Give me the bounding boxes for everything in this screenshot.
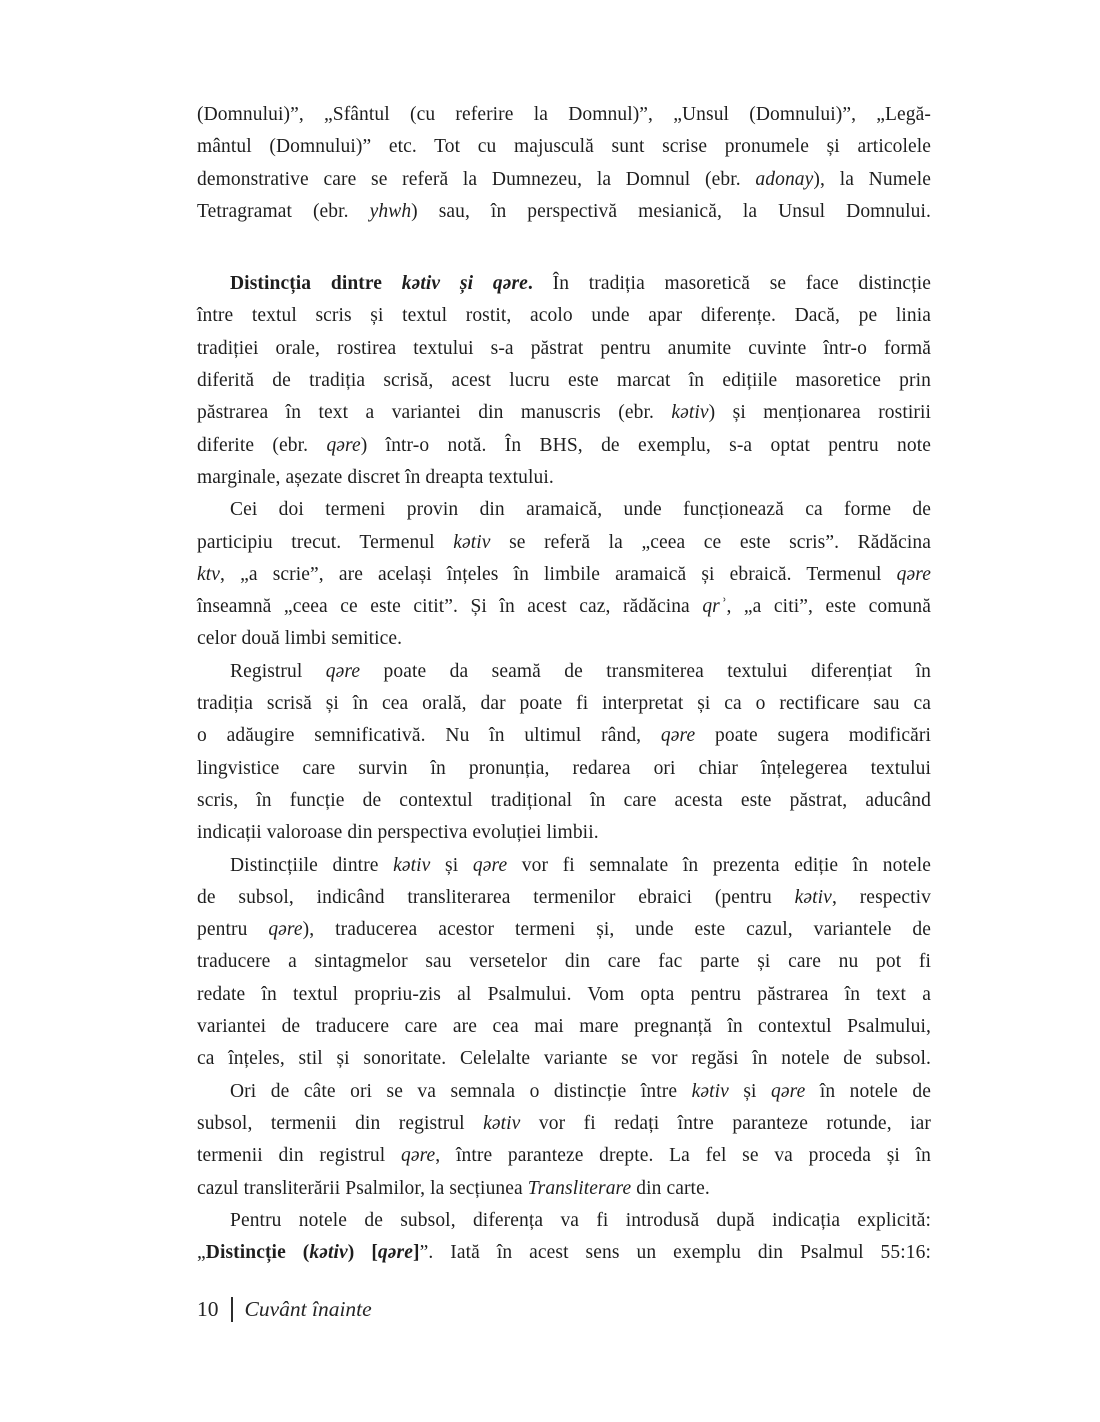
text-run: , „a scrie”, are același înțeles în limbile aramaică și ebraică. Termenul bbox=[220, 563, 897, 585]
text-run: se referă la „ceea ce este scris”. Rădăcina bbox=[490, 531, 931, 553]
text-line bbox=[197, 914, 931, 946]
text-line bbox=[197, 1140, 931, 1172]
text-run: Tetragramat (ebr. bbox=[197, 200, 370, 222]
text-run: înseamnă „ceea ce este citit”. Și în acest caz, rădăcina bbox=[197, 596, 703, 618]
text-run: kətiv bbox=[671, 402, 709, 424]
text-run: în notele de bbox=[805, 1080, 931, 1102]
text-line bbox=[197, 196, 931, 228]
text-run: kətiv bbox=[309, 1242, 348, 1264]
text-run: redate în textul propriu-zis al Psalmului. Vom opta pentru păstrarea în text a bbox=[197, 983, 931, 1005]
text-line bbox=[197, 365, 931, 397]
text-run: marginale, așezate discret în dreapta textului. bbox=[197, 466, 554, 488]
text-line bbox=[197, 1237, 931, 1269]
text-line bbox=[197, 979, 931, 1011]
text-run: kətiv bbox=[393, 854, 431, 876]
text-run: diferite (ebr. bbox=[197, 434, 327, 456]
paragraph bbox=[197, 850, 931, 1076]
text-line bbox=[197, 559, 931, 591]
text-line bbox=[197, 1076, 931, 1108]
text-run: variantei de traducere care are cea mai mare pregnanță în contextul Psalmului, bbox=[197, 1016, 931, 1038]
text-run: Registrul bbox=[230, 660, 326, 682]
text-run: demonstrative care se referă la Dumnezeu, la Domnul (ebr. bbox=[197, 168, 756, 190]
text-line bbox=[197, 946, 931, 978]
text-run: cazul transliterării Psalmilor, la secțiunea bbox=[197, 1177, 528, 1199]
text-run: qəre bbox=[268, 919, 303, 941]
text-line bbox=[197, 430, 931, 462]
text-run: de subsol, indicând transliterarea termenilor ebraici (pentru bbox=[197, 886, 795, 908]
text-block bbox=[197, 99, 931, 1269]
text-run: ktv bbox=[197, 563, 221, 585]
text-run: Distincție ( bbox=[205, 1242, 310, 1264]
text-line bbox=[197, 1205, 931, 1237]
text-run: kətiv bbox=[794, 886, 832, 908]
text-run: Distincțiile dintre bbox=[230, 854, 394, 876]
text-run: și bbox=[430, 854, 473, 876]
text-run: vor fi semnalate în prezenta ediție în notele bbox=[507, 854, 931, 876]
text-run: păstrarea în text a variantei din manuscris (ebr. bbox=[197, 402, 672, 424]
text-run: ), la Numele bbox=[813, 168, 931, 190]
text-run: între textul scris și textul rostit, acolo unde apar diferențe. Dacă, pe linia bbox=[197, 305, 931, 327]
text-run: Cei doi termeni provin din aramaică, unde funcționează ca forme de bbox=[230, 499, 931, 521]
text-line bbox=[197, 656, 931, 688]
text-line bbox=[197, 785, 931, 817]
text-run: Distincția dintre bbox=[230, 273, 402, 295]
text-run: termenii din registrul bbox=[197, 1145, 401, 1167]
page-number: 10 bbox=[197, 1297, 219, 1321]
text-run: , între paranteze drepte. La fel se va proceda și în bbox=[435, 1145, 931, 1167]
text-line bbox=[197, 131, 931, 163]
text-run: adonay bbox=[755, 168, 814, 190]
text-line bbox=[197, 300, 931, 332]
text-run: mântul (Domnului)” etc. Tot cu majusculă sunt scrise pronumele și articolele bbox=[197, 136, 931, 158]
text-line bbox=[197, 753, 931, 785]
text-run: qəre bbox=[896, 563, 931, 585]
text-run: ca înțeles, stil și sonoritate. Celelalte variante se vor regăsi în notele de subsol. bbox=[197, 1048, 931, 1070]
text-run: poate sugera modificări bbox=[695, 725, 931, 747]
text-run: , „a citi”, este comună bbox=[726, 596, 931, 618]
text-run: ) într-o notă. În BHS, de exemplu, s-a optat pentru note bbox=[360, 434, 931, 456]
running-head-section-title: Cuvânt înainte bbox=[244, 1297, 372, 1321]
text-run: Ori de câte ori se va semnala o distincție între bbox=[230, 1080, 692, 1102]
text-run: kətiv bbox=[453, 531, 491, 553]
text-line bbox=[197, 333, 931, 365]
text-run: scris, în funcție de contextul tradițional în care acesta este păstrat, aducând bbox=[197, 789, 931, 811]
text-run: din carte. bbox=[631, 1177, 710, 1199]
text-run: qəre bbox=[400, 1145, 436, 1167]
paragraph bbox=[197, 656, 931, 850]
paragraph bbox=[197, 1205, 931, 1270]
text-line bbox=[197, 591, 931, 623]
paragraph bbox=[197, 1076, 931, 1205]
text-run: „ bbox=[197, 1242, 206, 1264]
text-run: , respectiv bbox=[831, 886, 932, 908]
text-run: qəre bbox=[325, 660, 361, 682]
text-run: ) [ bbox=[347, 1242, 378, 1264]
text-run: qəre bbox=[472, 854, 508, 876]
text-run: kətiv bbox=[483, 1112, 521, 1134]
paragraph bbox=[197, 268, 931, 494]
text-run: participiu trecut. Termenul bbox=[197, 531, 454, 553]
text-run: qəre bbox=[660, 725, 696, 747]
text-line bbox=[197, 882, 931, 914]
text-run: celor două limbi semitice. bbox=[197, 628, 403, 650]
text-run: qrʾ bbox=[702, 596, 727, 618]
text-run: ”. Iată în acest sens un exemplu din Psalmul 55:16: bbox=[419, 1242, 931, 1264]
text-run: ) sau, în perspectivă mesianică, la Unsul Domnului. bbox=[411, 200, 931, 222]
text-run: diferită de tradiția scrisă, acest lucru este marcat în edițiile masoretice prin bbox=[197, 370, 931, 392]
text-run: yhwh bbox=[369, 200, 412, 222]
paragraph bbox=[197, 494, 931, 655]
text-run: qəre bbox=[326, 434, 361, 456]
text-line bbox=[197, 1173, 931, 1205]
text-run: (Domnului)”, „Sfântul (cu referire la Domnul)”, „Unsul (Domnului)”, „Legă- bbox=[197, 104, 931, 125]
text-line bbox=[197, 720, 931, 752]
text-line bbox=[197, 1043, 931, 1075]
text-run: pentru bbox=[197, 919, 269, 941]
text-line bbox=[197, 688, 931, 720]
text-run: ] bbox=[412, 1242, 420, 1264]
text-run: tradiția scrisă și în cea orală, dar poate fi interpretat și ca o rectificare sau ca bbox=[197, 693, 931, 715]
text-run: kətiv bbox=[691, 1080, 729, 1102]
text-line bbox=[197, 462, 931, 494]
text-run: ) și menționarea rostirii bbox=[708, 402, 931, 424]
footer-divider bbox=[231, 1297, 233, 1322]
text-run: traducere a sintagmelor sau versetelor din care fac parte și care nu pot fi bbox=[197, 951, 931, 973]
text-line bbox=[197, 268, 931, 300]
text-run: subsol, termenii din registrul bbox=[197, 1112, 484, 1134]
text-line bbox=[197, 494, 931, 526]
page-footer bbox=[197, 1297, 372, 1322]
text-run: ), traducerea acestor termeni și, unde este cazul, variantele de bbox=[302, 919, 931, 941]
text-run: kətiv și qəre bbox=[401, 273, 528, 295]
text-line bbox=[197, 1108, 931, 1140]
text-run: Pentru notele de subsol, diferența va fi introdusă după indicația explicită: bbox=[230, 1209, 931, 1231]
text-line bbox=[197, 1011, 931, 1043]
text-line bbox=[197, 623, 931, 655]
text-run: o adăugire semnificativă. Nu în ultimul rând, bbox=[197, 725, 661, 747]
text-run: și bbox=[728, 1080, 772, 1102]
text-run: lingvistice care survin în pronunția, redarea ori chiar înțelegerea textului bbox=[197, 757, 931, 779]
text-run: tradiției orale, rostirea textului s-a păstrat pentru anumite cuvinte într-o formă bbox=[197, 337, 931, 359]
text-run: vor fi redați între paranteze rotunde, iar bbox=[520, 1112, 931, 1134]
text-run: qəre bbox=[377, 1242, 413, 1264]
text-line bbox=[197, 527, 931, 559]
text-run: qəre bbox=[771, 1080, 806, 1102]
text-run: Transliterare bbox=[527, 1177, 632, 1199]
text-run: În tradiția masoretică se face distincție bbox=[532, 273, 931, 295]
paragraph bbox=[197, 99, 931, 228]
text-line bbox=[197, 164, 931, 196]
text-run: . bbox=[527, 273, 533, 295]
text-line bbox=[197, 397, 931, 429]
text-line bbox=[197, 99, 931, 131]
text-run: indicații valoroase din perspectiva evoluției limbii. bbox=[197, 822, 599, 844]
text-line bbox=[197, 850, 931, 882]
text-run: poate da seamă de transmiterea textului diferențiat în bbox=[360, 660, 931, 682]
text-line bbox=[197, 817, 931, 849]
